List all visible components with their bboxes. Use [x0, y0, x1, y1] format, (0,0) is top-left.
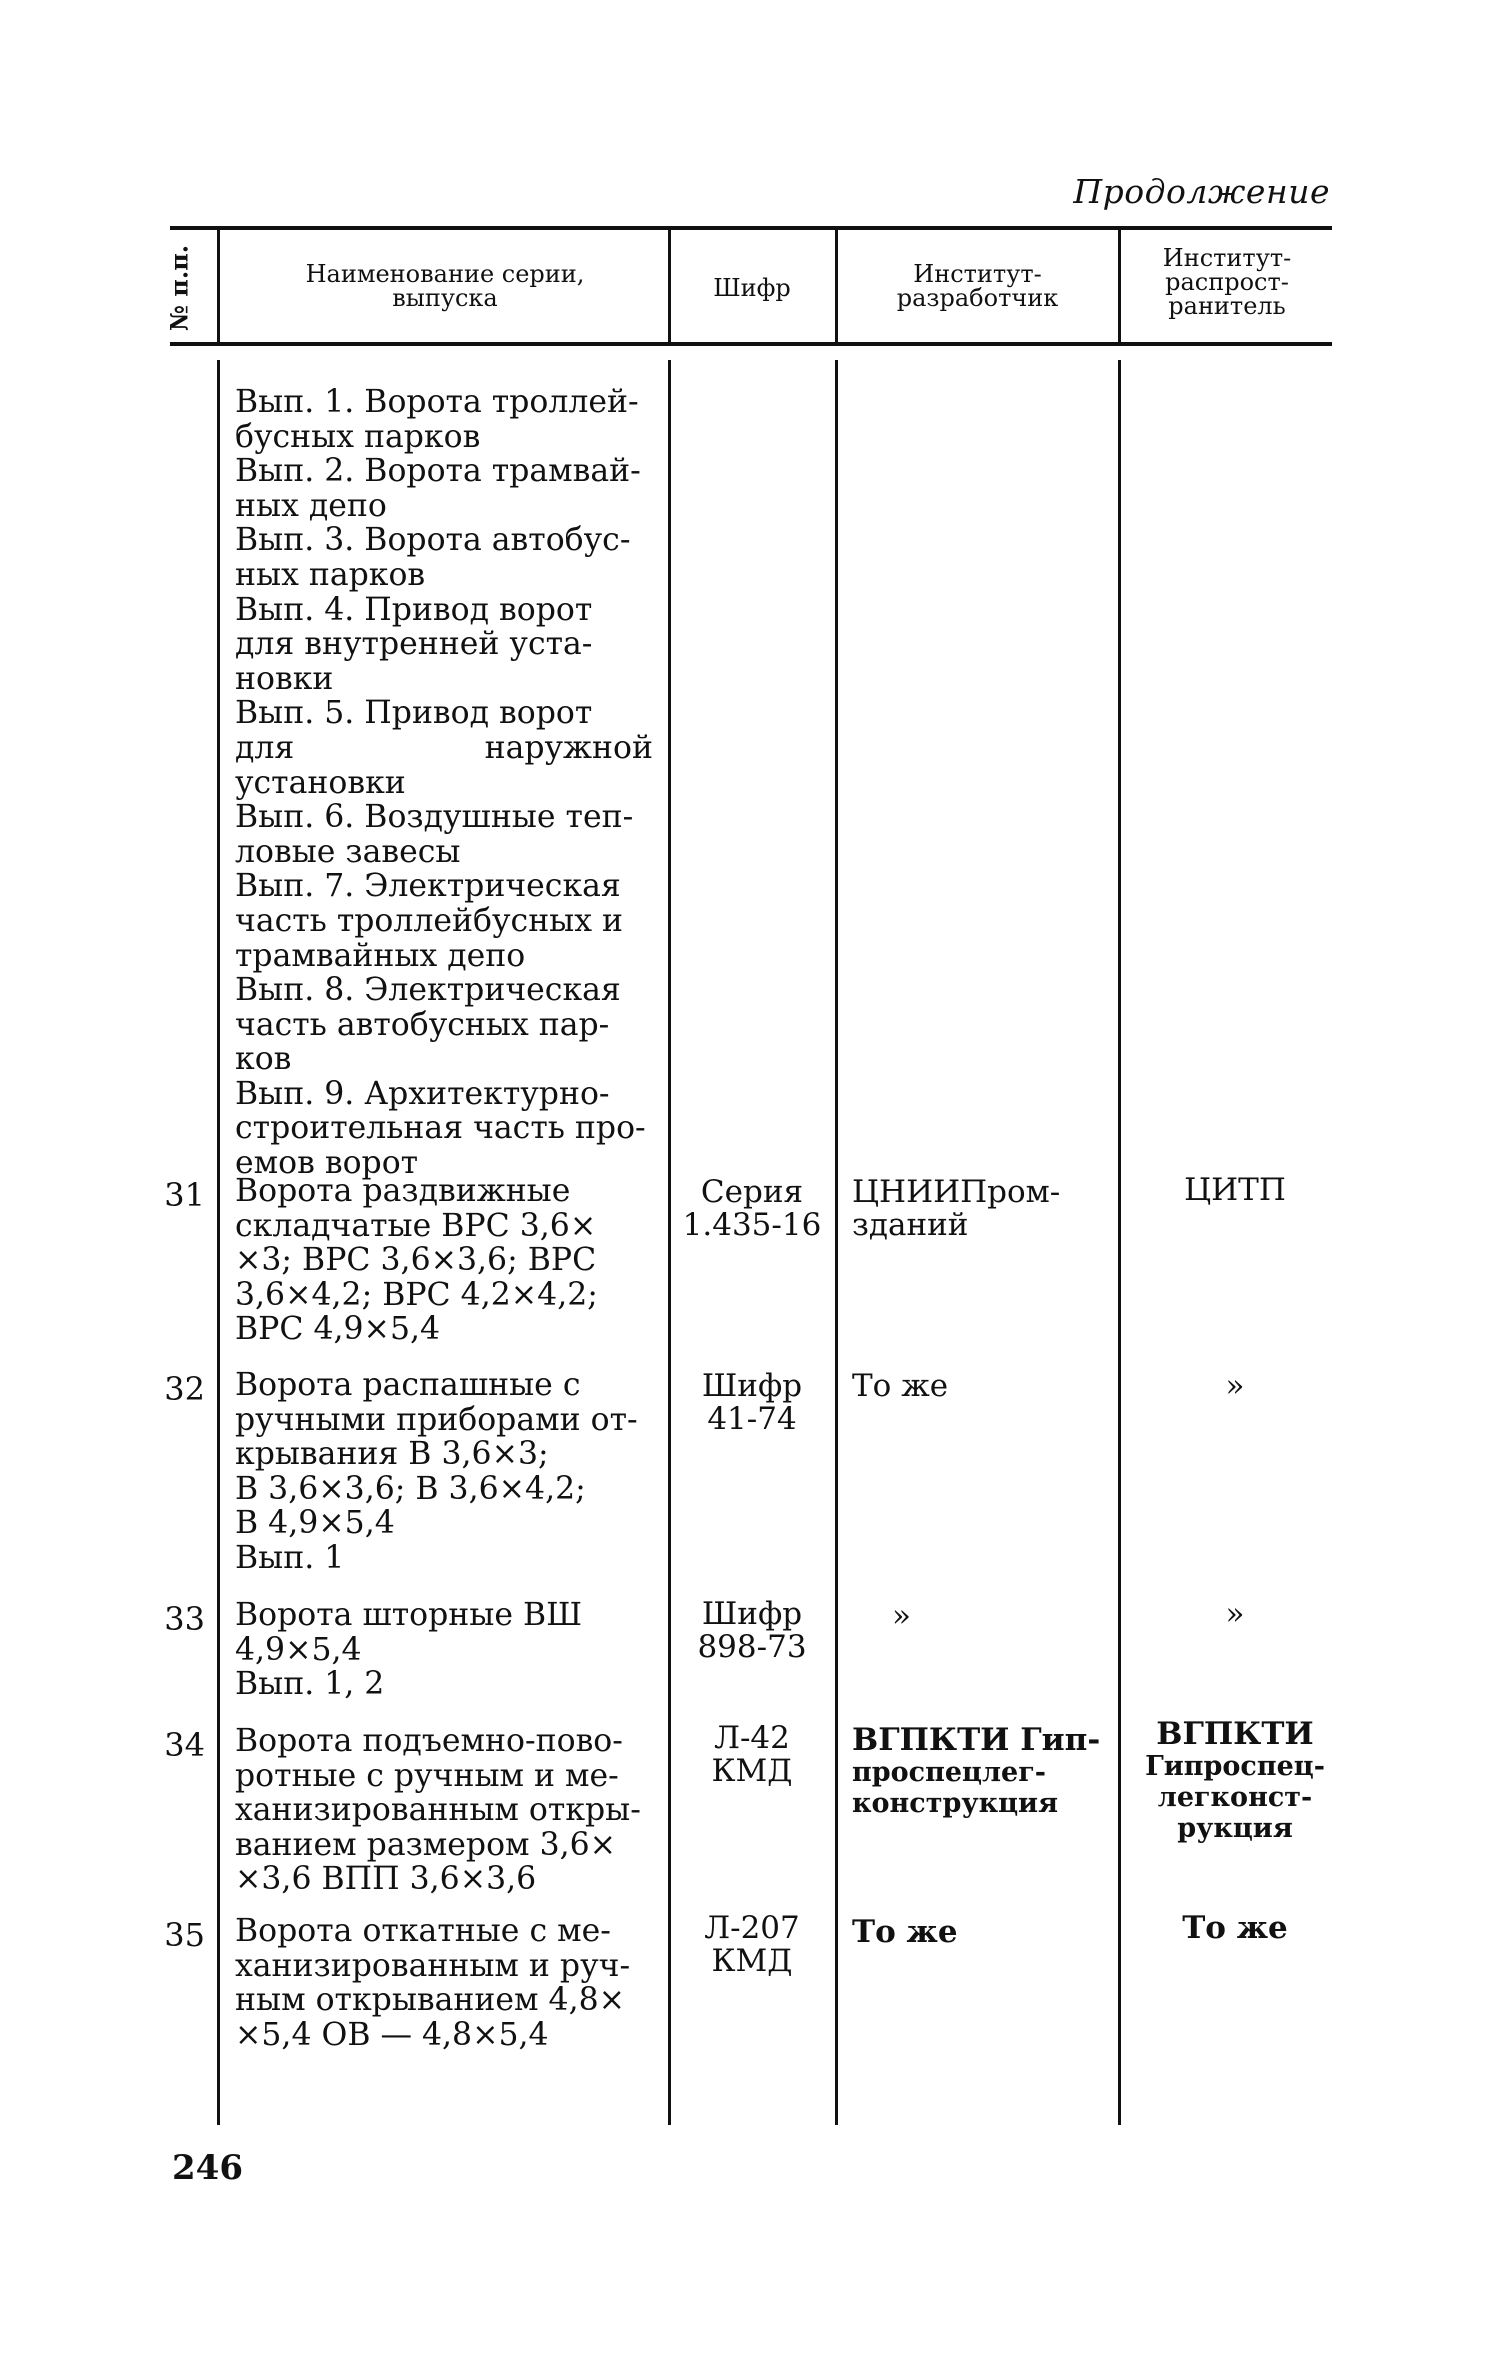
header-code: Шифр: [713, 274, 791, 302]
header-developer: Институт- разработчик: [896, 260, 1059, 312]
row-35-number: 35: [164, 1916, 205, 1954]
row-34-name: Ворота подъемно-пово- ротные с ручным и ме- ханизированным откры- ванием размером 3,6× ×3,6 ВПП 3,6×3,6: [235, 1723, 641, 1898]
header-name: Наименование серии, выпуска: [305, 260, 585, 312]
header-number: № п.п.: [164, 244, 194, 332]
row-33-distributor: »: [1225, 1596, 1245, 1632]
row-31-number: 31: [164, 1176, 205, 1214]
row-34-number: 34: [164, 1726, 205, 1764]
row-32-developer: То же: [852, 1368, 949, 1404]
row-33-name: Ворота шторные ВШ 4,9×5,4 Вып. 1, 2: [235, 1597, 583, 1703]
table-top-rule: [170, 226, 1332, 230]
body-divider-4: [1118, 360, 1121, 2125]
row-35-name: Ворота откатные с ме- ханизированным и руч- ным открыванием 4,8× ×5,4 ОВ — 4,8×5,4: [235, 1913, 631, 2053]
header-divider-4: [1118, 230, 1121, 342]
row-32-code: Шифр 41-74: [701, 1368, 803, 1437]
header-divider-3: [835, 230, 838, 342]
header-distributor: Институт- распрост- ранитель: [1162, 244, 1292, 320]
row-35-developer: То же: [852, 1914, 958, 1950]
row-32-number: 32: [164, 1370, 205, 1408]
row-32-distributor: »: [1225, 1368, 1245, 1404]
body-divider-2: [668, 360, 671, 2125]
page-number: 246: [172, 2148, 243, 2188]
header-bottom-rule: [170, 342, 1332, 346]
row-34-code: Л-42 КМД: [711, 1720, 793, 1789]
row-31-name: Ворота раздвижные складчатые ВРС 3,6× ×3; ВРС 3,6×3,6; ВРС 3,6×4,2; ВРС 4,2×4,2; ВРС 4,9×5,4: [235, 1173, 598, 1348]
row-31-developer: ЦНИИПром- зданий: [852, 1174, 1061, 1243]
continuation-label: Продолжение: [1073, 172, 1330, 211]
row-32-name: Ворота распашные с ручными приборами от- крывания В 3,6×3; В 3,6×3,6; В 3,6×4,2; В 4,9×5,4 Вып. 1: [235, 1367, 638, 1576]
row-33-developer: »: [892, 1598, 911, 1634]
row-34-distributor: ВГПКТИ Гипроспец- легконст- рукция: [1145, 1716, 1325, 1844]
row-31-distributor: ЦИТП: [1184, 1172, 1286, 1208]
row-33-code: Шифр 898-73: [697, 1596, 807, 1665]
body-divider-3: [835, 360, 838, 2125]
row-31-code: Серия 1.435-16: [682, 1174, 822, 1243]
row-35-distributor: То же: [1182, 1910, 1288, 1946]
header-divider-1: [217, 230, 220, 342]
body-divider-1: [217, 360, 220, 2125]
row-35-code: Л-207 КМД: [704, 1910, 800, 1979]
row-33-number: 33: [164, 1600, 205, 1638]
row-34-developer: ВГПКТИ Гип- проспецлег- конструкция: [852, 1722, 1101, 1819]
header-divider-2: [668, 230, 671, 342]
previous-issues-block: Вып. 1. Ворота троллей- бусных парков Вып. 2. Ворота трамвай- ных депо Вып. 3. Ворота автобус- ных парков Вып. 4. Привод ворот для внутренней уста- новки Вып. 5. Привод ворот для наружной установки Вып. 6. Воздушные теп- ловые завесы Вып. 7. Электрическая часть троллейбусных и трамвайных депо Вып. 8. Электрическая часть автобусных пар- ков Вып. 9. Архитектурно- строительная часть про- емов ворот: [235, 384, 653, 1182]
